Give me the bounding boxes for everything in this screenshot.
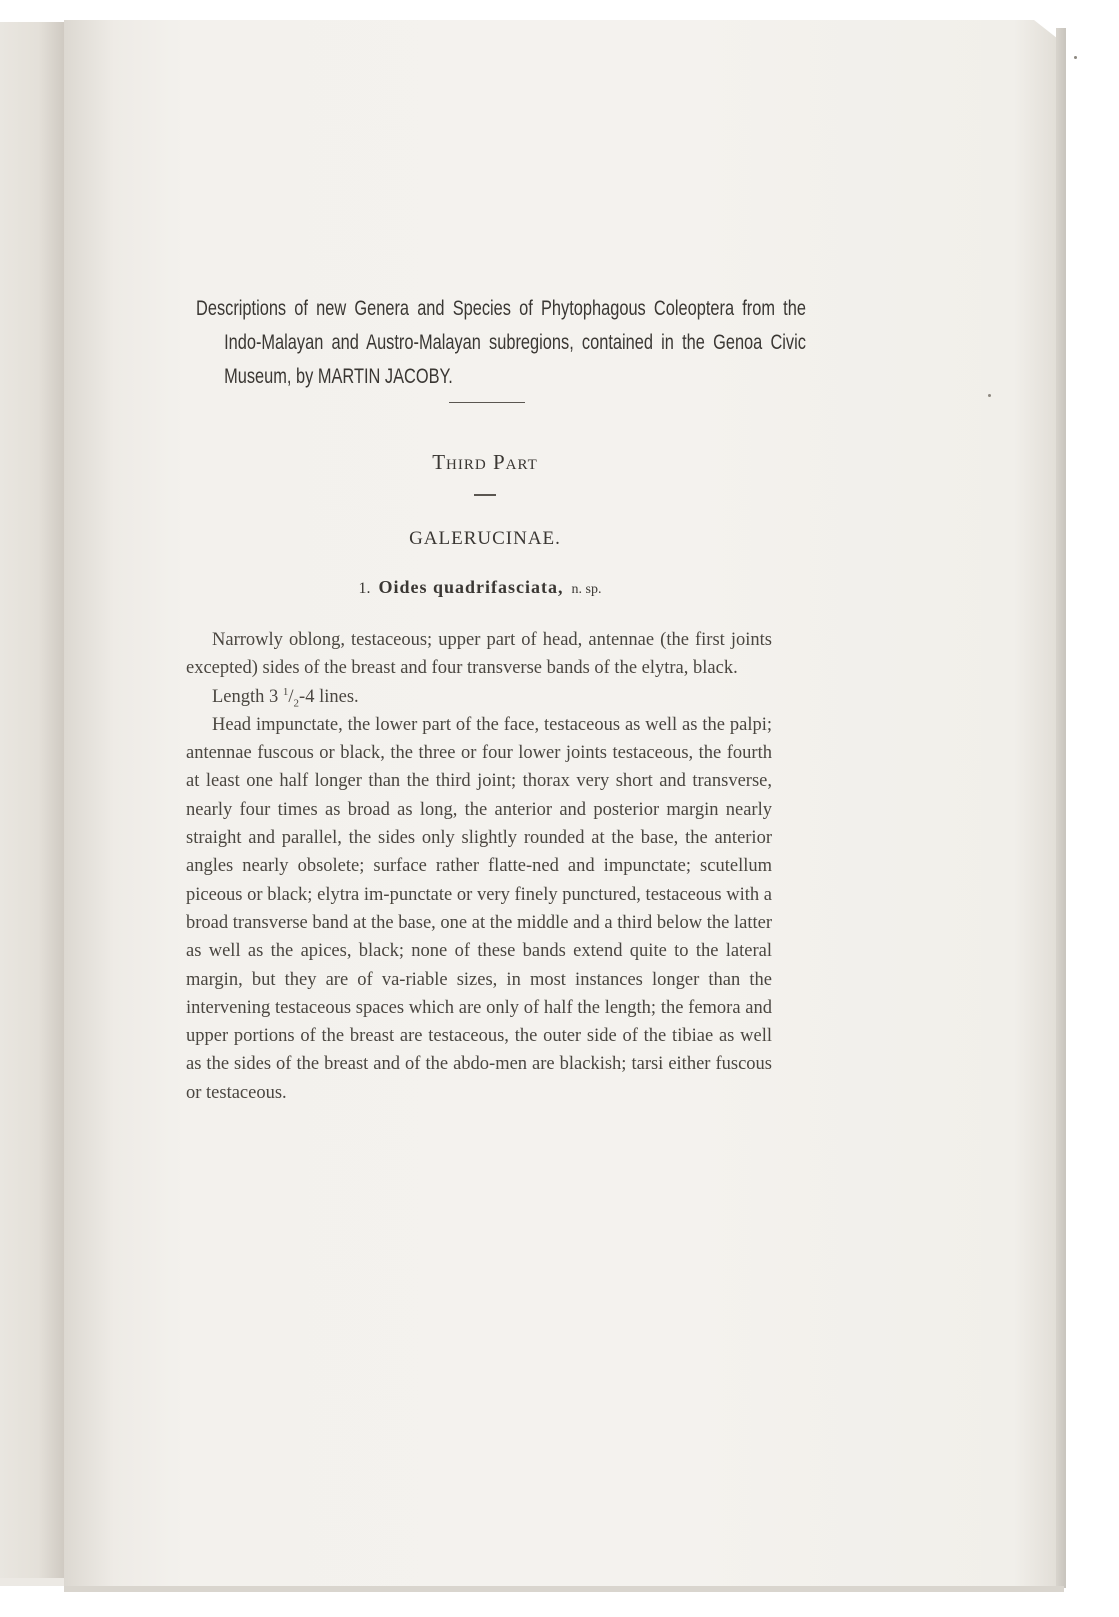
- species-status: n. sp.: [571, 582, 602, 597]
- species-description: [186, 626, 772, 1107]
- length-fraction-numerator: 1: [282, 685, 289, 698]
- species-heading: [0, 577, 960, 598]
- header-divider: [449, 402, 525, 403]
- page-right-shadow: [1056, 28, 1066, 1588]
- part-title: Third Part: [432, 450, 538, 474]
- article-heading: Descriptions of new Genera and Species of Phytophagous Coleoptera from the Indo-Malayan and Austro-Malayan subregions, contained in the Genoa Civic Museum, by MARTIN JACOBY.: [196, 297, 806, 388]
- species-name: Oides quadrifasciata,: [378, 577, 564, 597]
- length-suffix: -4 lines.: [299, 686, 359, 707]
- paper-speck: [1074, 56, 1077, 59]
- length-fraction-denominator: 2: [293, 697, 300, 710]
- description-paragraph: Head impunctate, the lower part of the face, testaceous as well as the palpi; antennae fuscous or black, the three or four lower joints testaceous, the fourth at least one half longer than the third joint; thorax very short and transverse, nearly four times as broad as long, the anterior and posterior margin nearly straight and parallel, the sides only slightly rounded at the base, the anterior angles nearly obsolete; surface rather flatte-ned and impunctate; scutellum piceous or black; elytra im-punctate or very finely punctured, testaceous with a broad transverse band at the base, one at the middle and a third below the latter as well as the apices, black; none of these bands extend quite to the lateral margin, but they are of va-riable sizes, in most instances longer than the intervening testaceous spaces which are only of half the length; the femora and upper portions of the breast are testaceous, the outer side of the tibiae as well as the sides of the breast and of the abdo-men are blackish; tarsi either fuscous or testaceous.: [186, 714, 772, 1103]
- page-bottom-edge: [64, 1586, 1064, 1592]
- species-number: 1.: [358, 580, 371, 597]
- length-paragraph: [186, 683, 772, 711]
- length-fraction-separator: /: [288, 686, 294, 707]
- section-title: GALERUCINAE.: [409, 528, 561, 549]
- left-page-edge: [0, 22, 64, 1578]
- part-divider: [474, 494, 496, 496]
- diagnosis-paragraph: Narrowly oblong, testaceous; upper part of head, antennae (the first joints excepted) sides of the breast and four transverse bands of the elytra, black.: [186, 630, 772, 679]
- paper-speck: [988, 394, 991, 397]
- length-prefix: Length 3: [212, 686, 279, 707]
